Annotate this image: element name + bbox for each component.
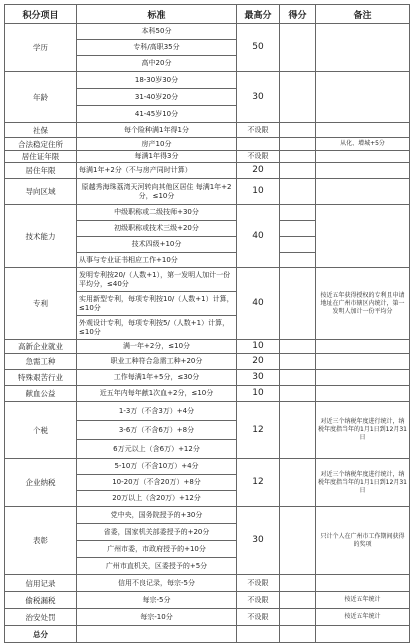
table-row — [5, 609, 410, 626]
table-row — [5, 72, 410, 89]
note-cell — [316, 205, 410, 268]
standard-cell: 技术四级+10分 — [77, 237, 237, 253]
standard-cell: 近五年内每年献1次血+2分，≤10分 — [77, 386, 237, 402]
standard-cell: 省委，国家机关部委授予的+20分 — [77, 524, 237, 541]
table-row — [5, 340, 410, 354]
standard-cell: 发明专利按20/（人数+1），第一发明人加计一份平均分，≤40分 — [77, 268, 237, 292]
table-row — [5, 123, 410, 138]
score-cell[interactable] — [280, 268, 316, 340]
standard-cell: 原越秀海珠荔湾天河转向其他区居住 每满1年+2分，≤10分 — [77, 179, 237, 205]
note-cell: 从化、增城+5分 — [316, 138, 410, 151]
table-row — [5, 151, 410, 163]
category-cell: 急需工种 — [5, 354, 77, 370]
score-cell[interactable] — [280, 138, 316, 151]
table-row — [5, 370, 410, 386]
category-cell: 社保 — [5, 123, 77, 138]
category-cell: 信用记录 — [5, 575, 77, 592]
standard-cell: 6万元以上（含6万）+12分 — [77, 440, 237, 459]
max-score-cell: 10 — [237, 179, 280, 205]
table-row — [5, 459, 410, 475]
category-cell: 个税 — [5, 402, 77, 459]
score-cell[interactable] — [280, 123, 316, 138]
score-cell[interactable] — [280, 72, 316, 123]
max-score-cell: 不设限 — [237, 575, 280, 592]
max-score-cell: 40 — [237, 268, 280, 340]
max-score-cell: 50 — [237, 24, 280, 72]
total-label: 总分 — [5, 626, 77, 643]
category-cell: 导向区域 — [5, 179, 77, 205]
note-cell: 按近五年获得授权的专利且申请地址在广州市辖区内统计，第一发明人加计一份平均分 — [316, 268, 410, 340]
standard-cell: 专科/高职35分 — [77, 40, 237, 56]
standard-cell: 41-45岁10分 — [77, 106, 237, 123]
total-max-cell — [237, 626, 280, 643]
standard-cell: 职业工种符合急需工种+20分 — [77, 354, 237, 370]
standard-cell: 3-6万（不含6万）+8分 — [77, 421, 237, 440]
table-row — [5, 354, 410, 370]
total-row — [5, 626, 410, 643]
table-row — [5, 402, 410, 421]
max-score-cell: 30 — [237, 370, 280, 386]
table-row — [5, 268, 410, 292]
table-row — [5, 24, 410, 40]
category-cell: 治安处罚 — [5, 609, 77, 626]
table-row — [5, 592, 410, 609]
category-cell: 合法稳定住所 — [5, 138, 77, 151]
max-score-cell: 不设限 — [237, 592, 280, 609]
note-cell — [316, 123, 410, 138]
standard-cell: 10-20万（不含20万）+8分 — [77, 475, 237, 491]
max-score-cell: 20 — [237, 354, 280, 370]
score-cell[interactable] — [280, 354, 316, 370]
header-score: 得分 — [280, 5, 316, 24]
standard-cell: 31-40岁20分 — [77, 89, 237, 106]
standard-cell: 每个险种满1年得1分 — [77, 123, 237, 138]
standard-cell: 信用不良记录，每宗-5分 — [77, 575, 237, 592]
table-row — [5, 163, 410, 179]
score-cell[interactable] — [280, 507, 316, 575]
category-cell: 企业纳税 — [5, 459, 77, 507]
total-note-cell — [316, 626, 410, 643]
max-score-cell: 10 — [237, 340, 280, 354]
score-cell[interactable] — [280, 151, 316, 163]
standard-cell: 1-3万（不含3万）+4分 — [77, 402, 237, 421]
header-max-score: 最高分 — [237, 5, 280, 24]
note-cell — [316, 72, 410, 123]
note-cell — [316, 370, 410, 386]
header-item: 积分项目 — [5, 5, 77, 24]
total-score-cell[interactable] — [280, 626, 316, 643]
category-cell: 偷税漏税 — [5, 592, 77, 609]
max-score-cell: 12 — [237, 402, 280, 459]
score-cell[interactable] — [280, 253, 316, 268]
note-cell — [316, 354, 410, 370]
table-row — [5, 575, 410, 592]
score-cell[interactable] — [280, 575, 316, 592]
score-cell[interactable] — [280, 237, 316, 253]
note-cell — [316, 163, 410, 179]
note-cell: 只计个人在广州市工作期间获得的奖项 — [316, 507, 410, 575]
standard-cell: 中级职称或二级技师+30分 — [77, 205, 237, 221]
score-cell[interactable] — [280, 459, 316, 507]
max-score-cell: 40 — [237, 205, 280, 268]
standard-cell: 每宗-10分 — [77, 609, 237, 626]
category-cell: 专利 — [5, 268, 77, 340]
table-row — [5, 507, 410, 524]
table-row — [5, 179, 410, 205]
score-cell[interactable] — [280, 163, 316, 179]
standard-cell: 工作每满1年+5分，≤30分 — [77, 370, 237, 386]
max-score-cell: 不设限 — [237, 151, 280, 163]
score-cell[interactable] — [280, 179, 316, 205]
max-score-cell: 12 — [237, 459, 280, 507]
header-note: 备注 — [316, 5, 410, 24]
standard-cell: 初级职称或技术三级+20分 — [77, 221, 237, 237]
category-cell: 学历 — [5, 24, 77, 72]
standard-cell: 满一年+2分，≤10分 — [77, 340, 237, 354]
category-cell: 年龄 — [5, 72, 77, 123]
note-cell: 按近五年统计 — [316, 592, 410, 609]
score-cell[interactable] — [280, 370, 316, 386]
note-cell — [316, 24, 410, 72]
points-table — [4, 4, 410, 643]
category-cell: 技术能力 — [5, 205, 77, 268]
max-score-cell: 不设限 — [237, 123, 280, 138]
table-row — [5, 138, 410, 151]
standard-cell: 广州市委，市政府授予的+10分 — [77, 541, 237, 558]
max-score-cell: 30 — [237, 72, 280, 123]
note-cell: 对近三个纳税年度进行统计，纳税年度指当年的1月1日到12月31日 — [316, 402, 410, 459]
max-score-cell: 30 — [237, 507, 280, 575]
category-cell: 居住证年限 — [5, 151, 77, 163]
table-row — [5, 205, 410, 221]
standard-cell: 每满1年得3分 — [77, 151, 237, 163]
standard-cell: 党中央，国务院授予的+30分 — [77, 507, 237, 524]
total-standard-cell — [77, 626, 237, 643]
note-cell — [316, 340, 410, 354]
standard-cell: 每满1年+2分（不与房产同时计算） — [77, 163, 237, 179]
score-cell[interactable] — [280, 592, 316, 609]
score-cell[interactable] — [280, 221, 316, 237]
max-score-cell — [237, 138, 280, 151]
note-cell — [316, 575, 410, 592]
header-standard: 标准 — [77, 5, 237, 24]
note-cell: 对近三个纳税年度进行统计，纳税年度指当年的1月1日到12月31日 — [316, 459, 410, 507]
max-score-cell: 10 — [237, 386, 280, 402]
category-cell: 高新企业就业 — [5, 340, 77, 354]
standard-cell: 本科50分 — [77, 24, 237, 40]
standard-cell: 外观设计专利，每项专利按5/（人数+1）计算，≤10分 — [77, 316, 237, 340]
standard-cell: 每宗-5分 — [77, 592, 237, 609]
score-cell[interactable] — [280, 340, 316, 354]
score-cell[interactable] — [280, 24, 316, 72]
table-row — [5, 386, 410, 402]
score-cell[interactable] — [280, 402, 316, 459]
max-score-cell: 20 — [237, 163, 280, 179]
note-cell — [316, 179, 410, 205]
standard-cell: 房产10分 — [77, 138, 237, 151]
note-cell: 按近五年统计 — [316, 609, 410, 626]
category-cell: 居住年限 — [5, 163, 77, 179]
standard-cell: 实用新型专利，每项专利按10/（人数+1）计算，≤10分 — [77, 292, 237, 316]
standard-cell: 5-10万（不含10万）+4分 — [77, 459, 237, 475]
standard-cell: 从事与专业证书相应工作+10分 — [77, 253, 237, 268]
category-cell: 献血公益 — [5, 386, 77, 402]
max-score-cell: 不设限 — [237, 609, 280, 626]
score-cell[interactable] — [280, 205, 316, 221]
category-cell: 特殊艰苦行业 — [5, 370, 77, 386]
note-cell — [316, 386, 410, 402]
note-cell — [316, 151, 410, 163]
score-cell[interactable] — [280, 386, 316, 402]
standard-cell: 广州市直机关，区委授予的+5分 — [77, 558, 237, 575]
standard-cell: 18-30岁30分 — [77, 72, 237, 89]
standard-cell: 20万以上（含20万）+12分 — [77, 491, 237, 507]
score-cell[interactable] — [280, 609, 316, 626]
standard-cell: 高中20分 — [77, 56, 237, 72]
table-header-row — [5, 5, 410, 24]
category-cell: 表彰 — [5, 507, 77, 575]
